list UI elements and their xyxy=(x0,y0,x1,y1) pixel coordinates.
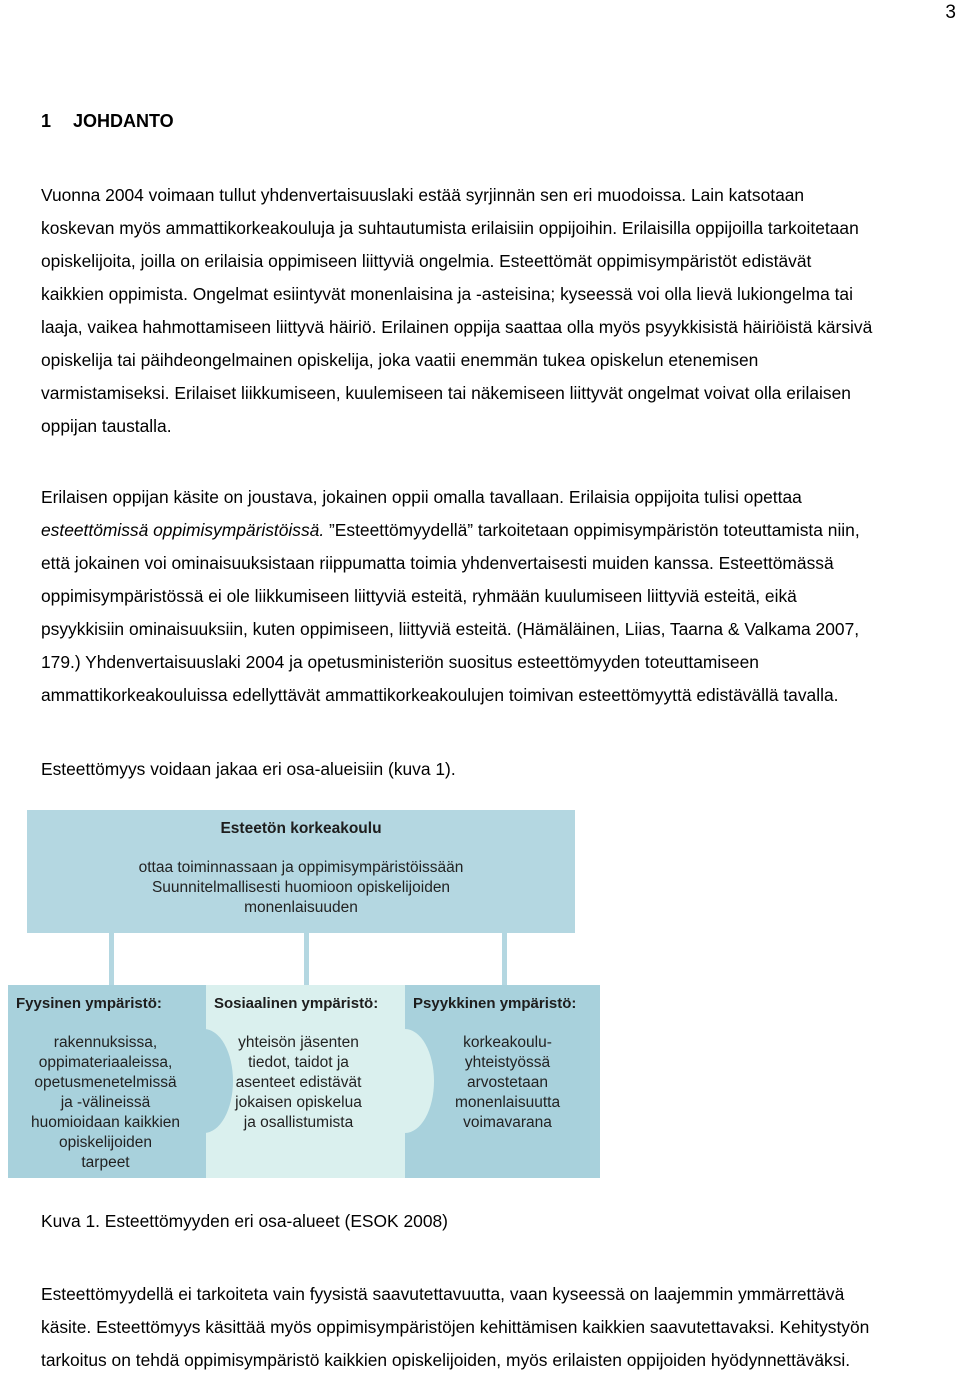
text-line: psyykkisiin ominaisuuksiin, kuten oppimiseen, liittyviä esteitä. (Hämäläinen, Liias, Taarna & Valkama 2007, xyxy=(41,619,860,639)
text-line: ammattikorkeakouluissa edellyttävät ammattikorkeakoulujen toimivan esteettömyyttä edistävällä tavalla. xyxy=(41,685,839,705)
text-line: oppijan taustalla. xyxy=(41,416,172,436)
social-environment-box xyxy=(206,985,405,1178)
diagram-text-line: yhteistyössä xyxy=(464,1054,551,1071)
text-line: Esteettömyydellä ei tarkoiteta vain fyysistä saavutettavuutta, vaan kyseessä on laajemmin ymmärrettävä xyxy=(41,1284,845,1304)
diagram-connector xyxy=(304,933,309,987)
emphasis-text: esteettömissä oppimisympäristöissä. xyxy=(41,520,325,540)
diagram-text-line: arvostetaan xyxy=(467,1074,548,1091)
text-line: laaja, vaikea hahmottamiseen liittyvä häiriö. Erilainen oppija saattaa olla myös psyykkisistä häiriöistä kärsivä xyxy=(41,317,873,337)
physical-environment-box xyxy=(8,985,206,1178)
diagram-text-line: Suunnitelmallisesti huomioon opiskelijoiden xyxy=(151,879,451,896)
paragraph-1 xyxy=(41,179,956,443)
chapter-number: 1 xyxy=(41,111,52,131)
diagram-top-body xyxy=(27,858,575,918)
paragraph-2 xyxy=(41,481,956,712)
diagram-text-line: tiedot, taidot ja xyxy=(248,1054,349,1071)
diagram-text-line: tarpeet xyxy=(81,1154,130,1171)
text-line: opiskelijoita, joilla on erilaisia oppimiseen liittyviä ongelmia. Esteettömät oppimisympäristöt edistävät xyxy=(41,251,812,271)
diagram-text-line: ja osallistumista xyxy=(243,1114,354,1131)
text-line: 179.) Yhdenvertaisuuslaki 2004 ja opetusministeriön suositus esteettömyyden toteuttamiseen xyxy=(41,652,759,672)
accessibility-diagram xyxy=(8,810,600,1178)
chapter-heading xyxy=(41,111,174,132)
diagram-text-line: ottaa toiminnassaan ja oppimisympäristöissään xyxy=(138,859,464,876)
paragraph-3 xyxy=(41,753,956,786)
diagram-text-line: opiskelijoiden xyxy=(58,1134,153,1151)
chapter-title: JOHDANTO xyxy=(73,111,174,131)
social-environment-body xyxy=(206,1033,391,1133)
diagram-top-title: Esteetön korkeakoulu xyxy=(220,820,382,837)
text-line: varmistamiseksi. Erilaiset liikkumiseen, kuulemiseen tai näkemiseen liittyvät ongelmat voivat olla erilaisen xyxy=(41,383,851,403)
text-line: kaikkien oppimista. Ongelmat esiintyvät monenlaisina ja -asteisina; kyseessä voi olla lievä lukiongelma tai xyxy=(41,284,853,304)
text-line: käsite. Esteettömyys käsittää myös oppimisympäristöjen kehittämisen kaikkien saavutettavaksi. Kehitystyön xyxy=(41,1317,870,1337)
diagram-connector xyxy=(109,933,114,987)
text-line: että jokainen voi ominaisuuksistaan riippumatta toimia yhdenvertaisesti muiden kanssa. Esteettömässä xyxy=(41,553,834,573)
diagram-text-line: asenteet edistävät xyxy=(235,1074,362,1091)
physical-environment-body xyxy=(8,1033,203,1173)
psychological-environment-title: Psyykkinen ympäristö: xyxy=(413,995,577,1012)
diagram-text-line: voimavarana xyxy=(463,1114,552,1131)
diagram-text-line: oppimateriaaleissa, xyxy=(38,1054,173,1071)
physical-environment-title: Fyysinen ympäristö: xyxy=(16,995,162,1012)
diagram-text-line: huomioidaan kaikkien xyxy=(30,1114,181,1131)
diagram-text-line: monenlaisuuden xyxy=(244,899,358,916)
caption-text: Kuva 1. Esteettömyyden eri osa-alueet (ESOK 2008) xyxy=(41,1211,448,1231)
diagram-text-line: monenlaisuutta xyxy=(454,1094,561,1111)
text-line: tarkoitus on tehdä oppimisympäristö kaikkien opiskelijoiden, myös erilaisten oppijoiden hyödynnettäväksi. xyxy=(41,1350,851,1370)
text-fragment: ”Esteettömyydellä” tarkoitetaan oppimisympäristön toteuttamista niin, xyxy=(324,520,860,540)
diagram-text-line: opetusmenetelmissä xyxy=(34,1074,177,1091)
psychological-environment-box xyxy=(405,985,600,1178)
diagram-text-line: ja -välineissä xyxy=(60,1094,151,1111)
text-line: Erilaisen oppijan käsite on joustava, jokainen oppii omalla tavallaan. Erilaisia oppijoita tulisi opettaa xyxy=(41,487,802,507)
paragraph-4 xyxy=(41,1278,956,1377)
diagram-text-line: rakennuksissa, xyxy=(53,1034,158,1051)
page-number: 3 xyxy=(945,2,956,23)
text-line: opiskelija tai päihdeongelmainen opiskelija, joka vaatii enemmän tukea opiskelun etenemisen xyxy=(41,350,759,370)
text-line xyxy=(41,514,956,547)
figure-caption xyxy=(41,1205,956,1238)
diagram-text-line: korkeakoulu- xyxy=(463,1034,552,1051)
text-line: koskevan myös ammattikorkeakouluja ja suhtautumista erilaisiin oppijoihin. Erilaisilla oppijoilla tarkoitetaan xyxy=(41,218,859,238)
text-line: Vuonna 2004 voimaan tullut yhdenvertaisuuslaki estää syrjinnän sen eri muodoissa. Lain katsotaan xyxy=(41,185,805,205)
psychological-environment-body xyxy=(405,1033,610,1133)
diagram-text-line: yhteisön jäsenten xyxy=(238,1034,359,1051)
text-line: Esteettömyys voidaan jakaa eri osa-alueisiin (kuva 1). xyxy=(41,759,456,779)
social-environment-title: Sosiaalinen ympäristö: xyxy=(214,995,379,1012)
diagram-connector xyxy=(502,933,507,987)
diagram-text-line: jokaisen opiskelua xyxy=(235,1094,362,1111)
text-line: oppimisympäristössä ei ole liikkumiseen liittyviä esteitä, ryhmään kuulumiseen liittyviä esteitä, eikä xyxy=(41,586,797,606)
diagram-top-box xyxy=(27,810,575,933)
diagram-columns xyxy=(8,985,600,1178)
